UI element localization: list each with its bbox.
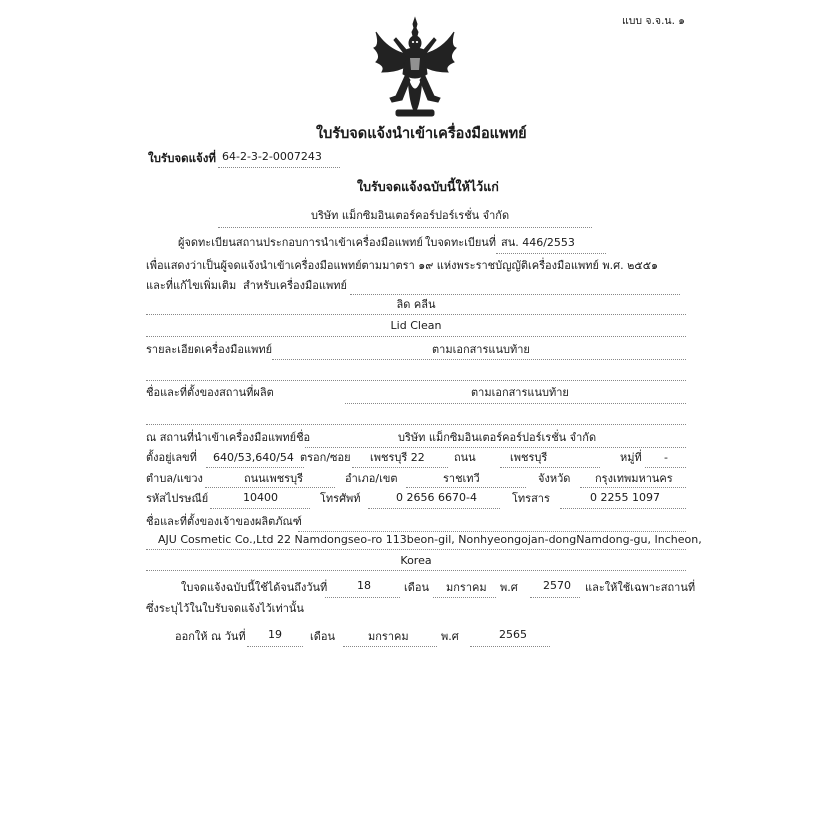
district-label: อำเภอ/เขต xyxy=(345,472,398,485)
owner-line-2: Korea xyxy=(400,554,432,567)
import-site: บริษัท แม็กซิมอินเตอร์คอร์ปอร์เรชั่น จำกัด xyxy=(398,431,597,444)
device-detail: ตามเอกสารแนบท้าย xyxy=(432,343,530,356)
phone-label: โทรศัพท์ xyxy=(320,492,361,505)
subdistrict: ถนนเพชรบุรี xyxy=(244,472,303,485)
cert-no-label: ใบรับจดแจ้งที่ xyxy=(148,151,216,165)
province: กรุงเทพมหานคร xyxy=(595,472,673,485)
garuda-emblem-icon xyxy=(370,16,460,120)
manufacturer-site: ตามเอกสารแนบท้าย xyxy=(471,386,569,399)
validity-month-label: เดือน xyxy=(404,581,430,594)
issued-label: ออกให้ ณ วันที่ xyxy=(175,630,246,643)
manufacturer-site-label: ชื่อและที่ตั้งของสถานที่ผลิต xyxy=(146,386,274,399)
validity-line-2: ซึ่งระบุไว้ในใบรับจดแจ้งไว้เท่านั้น xyxy=(146,602,304,615)
validity-label: ใบจดแจ้งฉบับนี้ใช้ได้จนถึงวันที่ xyxy=(181,581,328,594)
address-no-label: ตั้งอยู่เลขที่ xyxy=(146,451,197,464)
reg-no-label: ใบจดทะเบียนที่ xyxy=(425,236,497,249)
validity-year-label: พ.ศ xyxy=(500,581,518,594)
issued-day: 19 xyxy=(268,628,282,641)
device-name-en: Lid Clean xyxy=(390,319,442,332)
reg-no: สน. 446/2553 xyxy=(501,236,575,249)
road: เพชรบุรี xyxy=(510,451,548,464)
soi-label: ตรอก/ซอย xyxy=(300,451,351,464)
issued-year: 2565 xyxy=(499,628,527,641)
import-site-label: ณ สถานที่นำเข้าเครื่องมือแพทย์ชื่อ xyxy=(146,431,311,444)
fax-label: โทรสาร xyxy=(512,492,550,505)
form-code: แบบ จ.จ.น. ๑ xyxy=(622,15,685,27)
road-label: ถนน xyxy=(454,451,476,464)
soi: เพชรบุรี 22 xyxy=(370,451,425,464)
issued-month-label: เดือน xyxy=(310,630,336,643)
document-title: ใบรับจดแจ้งนำเข้าเครื่องมือแพทย์ xyxy=(316,126,527,142)
validity-month: มกราคม xyxy=(446,581,487,594)
validity-day: 18 xyxy=(357,579,371,592)
device-name-th: ลิด คลีน xyxy=(396,298,436,311)
province-label: จังหวัด xyxy=(538,472,571,485)
owner-line-1: AJU Cosmetic Co.,Ltd 22 Namdongseo-ro 113beon-gil, Nonhyeongojan-dongNamdong-gu, Incheon, xyxy=(158,533,702,546)
owner-label: ชื่อและที่ตั้งของเจ้าของผลิตภัณฑ์ xyxy=(146,515,302,528)
subdistrict-label: ตำบล/แขวง xyxy=(146,472,203,485)
issued-month: มกราคม xyxy=(368,630,409,643)
district: ราชเทวี xyxy=(443,472,480,485)
issued-year-label: พ.ศ xyxy=(441,630,459,643)
moo: - xyxy=(664,451,668,464)
for-device-label: สำหรับเครื่องมือแพทย์ xyxy=(243,279,347,292)
postal-label: รหัสไปรษณีย์ xyxy=(146,492,209,505)
registrant-label: ผู้จดทะเบียนสถานประกอบการนำเข้าเครื่องมือแพทย์ xyxy=(178,236,423,249)
address-no: 640/53,640/54 xyxy=(213,451,294,464)
issued-to-heading: ใบรับจดแจ้งฉบับนี้ให้ไว้แก่ xyxy=(357,179,499,194)
company-name: บริษัท แม็กซิมอินเตอร์คอร์ปอร์เรชั่น จำกัด xyxy=(311,209,510,222)
phone: 0 2656 6670-4 xyxy=(396,491,477,504)
moo-label: หมู่ที่ xyxy=(620,451,642,464)
fax: 0 2255 1097 xyxy=(590,491,660,504)
validity-year: 2570 xyxy=(543,579,571,592)
statement-line: เพื่อแสดงว่าเป็นผู้จดแจ้งนำเข้าเครื่องมือแพทย์ตามมาตรา ๑๙ แห่งพระราชบัญญัติเครื่องมือแพทย์ พ.ศ. ๒๕๕๑ xyxy=(146,259,659,272)
amend-label: และที่แก้ไขเพิ่มเติม xyxy=(146,279,237,292)
validity-suffix: และให้ใช้เฉพาะสถานที่ xyxy=(585,581,696,594)
device-detail-label: รายละเอียดเครื่องมือแพทย์ xyxy=(146,343,273,356)
postal-code: 10400 xyxy=(243,491,278,504)
cert-no: 64-2-3-2-0007243 xyxy=(222,150,322,163)
